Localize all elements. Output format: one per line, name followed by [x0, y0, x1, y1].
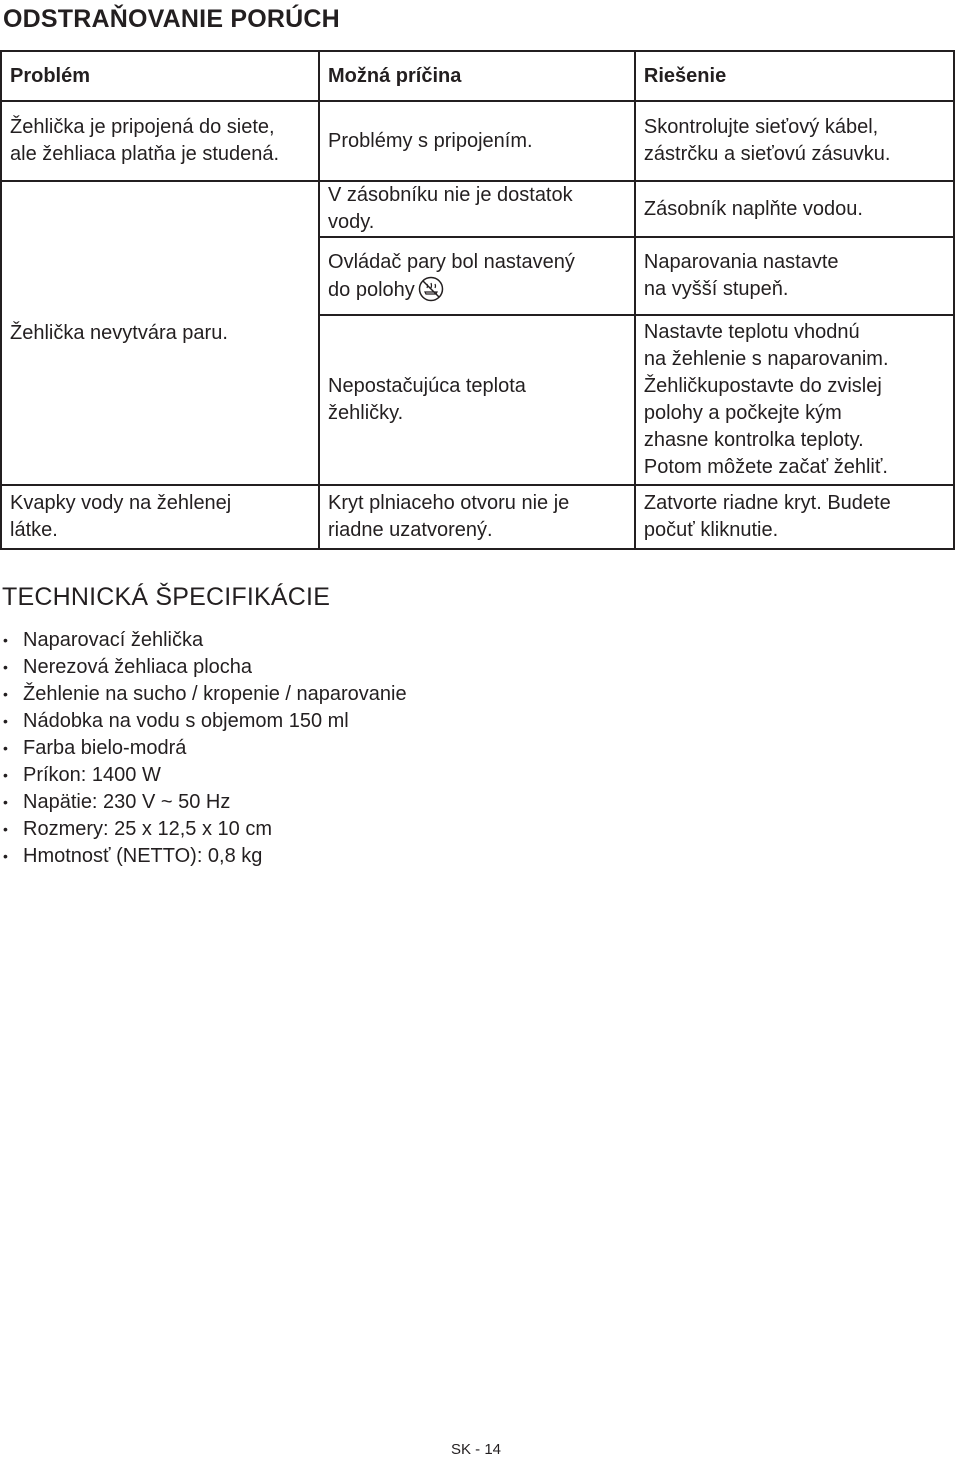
header-problem: Problém [1, 51, 319, 101]
list-item [2, 681, 407, 708]
solution-cell [635, 485, 954, 549]
problem-text: Žehlička je pripojená do siete, ale žehliaca platňa je studená. [10, 116, 280, 165]
list-item [2, 627, 407, 654]
no-steam-icon [418, 276, 444, 302]
table-row [1, 101, 954, 181]
solution-text: Nastavte teplotu vhodnú na žehlenie s naparovanim. Žehličkupostavte do zvislej polohy a počkejte kým zhasne kontrolka teploty. Potom môžete začať žehliť. [643, 321, 889, 478]
spec-text: Nerezová žehliaca plocha [23, 656, 253, 678]
cause-text-line2: do polohy [328, 278, 415, 301]
table-row [1, 485, 954, 549]
cause-text: Kryt plniaceho otvoru nie je riadne uzatvorený. [328, 492, 570, 541]
list-item [2, 654, 407, 681]
troubleshooting-table [0, 50, 955, 550]
bullet-icon: • [3, 821, 8, 837]
header-solution: Riešenie [635, 51, 954, 101]
cause-cell [319, 485, 635, 549]
list-item [2, 708, 407, 735]
problem-text: Kvapky vody na žehlenej látke. [10, 492, 232, 541]
solution-cell [635, 101, 954, 181]
list-item [2, 843, 407, 870]
spec-text: Naparovací žehlička [23, 629, 204, 651]
spec-text: Žehlenie na sucho / kropenie / naparovanie [23, 683, 407, 705]
list-item [2, 789, 407, 816]
table-row [1, 181, 954, 237]
cause-cell [319, 181, 635, 237]
table-header-row [1, 51, 954, 101]
bullet-icon: • [3, 686, 8, 702]
bullet-icon: • [3, 767, 8, 783]
spec-text: Príkon: 1400 W [23, 764, 161, 786]
solution-text: Zatvorte riadne kryt. Budete počuť kliknutie. [643, 492, 891, 541]
solution-text: Skontrolujte sieťový kábel, zástrčku a sieťovú zásuvku. [643, 116, 891, 165]
page-number: SK - 14 [450, 1441, 502, 1458]
cause-text: V zásobníku nie je dostatok vody. [328, 184, 573, 233]
problem-text: Žehlička nevytvára paru. [10, 321, 228, 344]
problem-cell [1, 181, 319, 485]
solution-text: Naparovania nastavte na vyšší stupeň. [643, 251, 839, 300]
cause-text: Problémy s pripojením. [328, 129, 533, 152]
list-item [2, 816, 407, 843]
bullet-icon: • [3, 659, 8, 675]
problem-cell [1, 485, 319, 549]
list-item [2, 735, 407, 762]
spec-text: Nádobka na vodu s objemom 150 ml [23, 710, 349, 732]
bullet-icon: • [3, 848, 8, 864]
solution-cell [635, 237, 954, 315]
header-cause: Možná príčina [319, 51, 635, 101]
solution-text: Zásobník naplňte vodou. [643, 197, 863, 220]
solution-cell [635, 315, 954, 485]
spec-text: Hmotnosť (NETTO): 0,8 kg [23, 845, 263, 867]
cause-cell [319, 237, 635, 315]
bullet-icon: • [3, 632, 8, 648]
specs-title: TECHNICKÁ ŠPECIFIKÁCIE [2, 583, 331, 611]
spec-text: Napätie: 230 V ~ 50 Hz [23, 791, 231, 813]
troubleshooting-title: ODSTRAŇOVANIE PORÚCH [3, 5, 340, 33]
cause-cell [319, 101, 635, 181]
spec-text: Farba bielo-modrá [23, 737, 187, 759]
cause-cell [319, 315, 635, 485]
list-item [2, 762, 407, 789]
bullet-icon: • [3, 794, 8, 810]
cause-text: Nepostačujúca teplota žehličky. [328, 375, 526, 424]
solution-cell [635, 181, 954, 237]
problem-cell [1, 101, 319, 181]
cause-text: Ovládač pary bol nastavený [328, 250, 575, 273]
spec-text: Rozmery: 25 x 12,5 x 10 cm [23, 818, 272, 840]
bullet-icon: • [3, 713, 8, 729]
specs-list [2, 627, 407, 870]
bullet-icon: • [3, 740, 8, 756]
